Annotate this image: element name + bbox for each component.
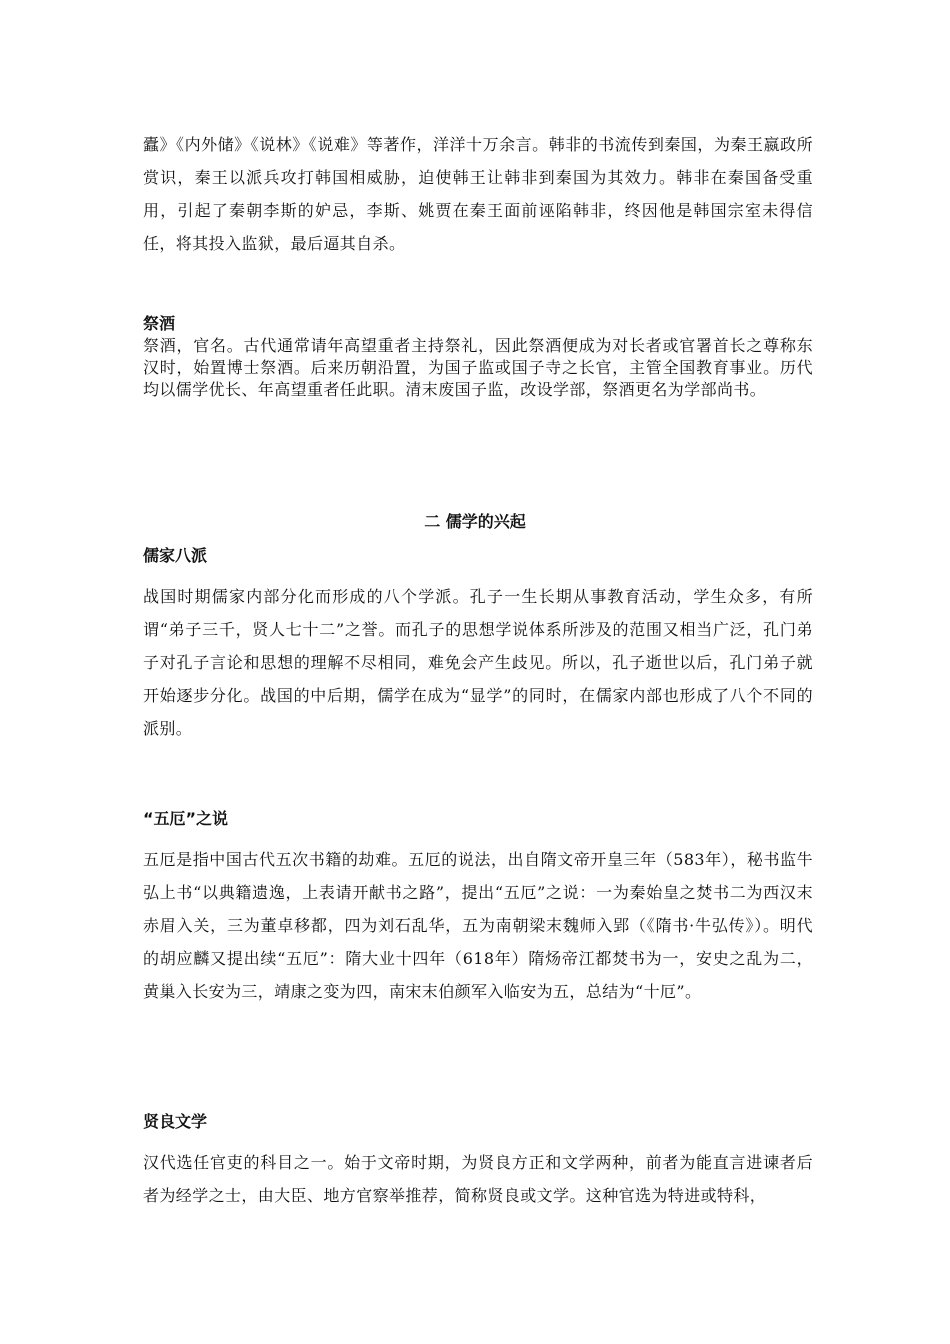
section-title: 二 儒学的兴起 [424, 512, 526, 531]
entry-heading: 儒家八派 [143, 546, 208, 565]
entry-rujia-bapai [143, 545, 813, 745]
entry-heading: 贤良文学 [143, 1112, 208, 1131]
entry-heading: “五厄”之说 [143, 809, 229, 828]
intro-paragraph: 蠹》《内外储》《说林》《说难》等著作，洋洋十万余言。韩非的书流传到秦国，为秦王嬴政所赏识，秦王以派兵攻打韩国相威胁，迫使韩王让韩非到秦国为其效力。韩非在秦国备受重用，引起了秦朝李斯的妒忌，李斯、姚贾在秦王面前诬陷韩非，终因他是韩国宗室未得信任，将其投入监狱，最后逼其自杀。 [143, 135, 813, 253]
entry-xianliang [143, 1111, 813, 1212]
entry-wue [143, 808, 813, 1008]
entry-body: 祭酒，官名。古代通常请年高望重者主持祭礼，因此祭酒便成为对长者或官署首长之尊称东汉时，始置博士祭酒。后来历朝沿置，为国子监或国子寺之长官，主管全国教育事业。历代均以儒学优长、年高望重者任此职。清末废国子监，改设学部，祭酒更名为学部尚书。 [143, 336, 813, 399]
entry-heading: 祭酒 [143, 314, 176, 333]
entry-body: 战国时期儒家内部分化而形成的八个学派。孔子一生长期从事教育活动，学生众多，有所谓“弟子三千，贤人七十二”之誉。而孔子的思想学说体系所涉及的范围又相当广泛，孔门弟子对孔子言论和思想的理解不尽相同，难免会产生歧见。所以，孔子逝世以后，孔门弟子就开始逐步分化。战国的中后期，儒学在成为“显学”的同时，在儒家内部也形成了八个不同的派别。 [143, 587, 813, 738]
intro-section [143, 128, 813, 260]
entry-body: 汉代选任官吏的科目之一。始于文帝时期，为贤良方正和文学两种，前者为能直言进谏者后者为经学之士，由大臣、地方官察举推荐，简称贤良或文学。这种官选为特进或特科， [143, 1153, 813, 1205]
entry-jijiu [143, 313, 813, 401]
entry-body: 五厄是指中国古代五次书籍的劫难。五厄的说法，出自隋文帝开皇三年（583年），秘书监牛弘上书“以典籍遗逸，上表请开献书之路”，提出“五厄”之说：一为秦始皇之焚书二为西汉末赤眉入关，三为董卓移都，四为刘石乱华，五为南朝梁末魏师入郢（《隋书·牛弘传》）。明代的胡应麟又提出续“五厄”：隋大业十四年（618年）隋炀帝江都焚书为一，安史之乱为二，黄巢入长安为三，靖康之变为四，南宋末伯颜军入临安为五，总结为“十厄”。 [143, 850, 813, 1001]
